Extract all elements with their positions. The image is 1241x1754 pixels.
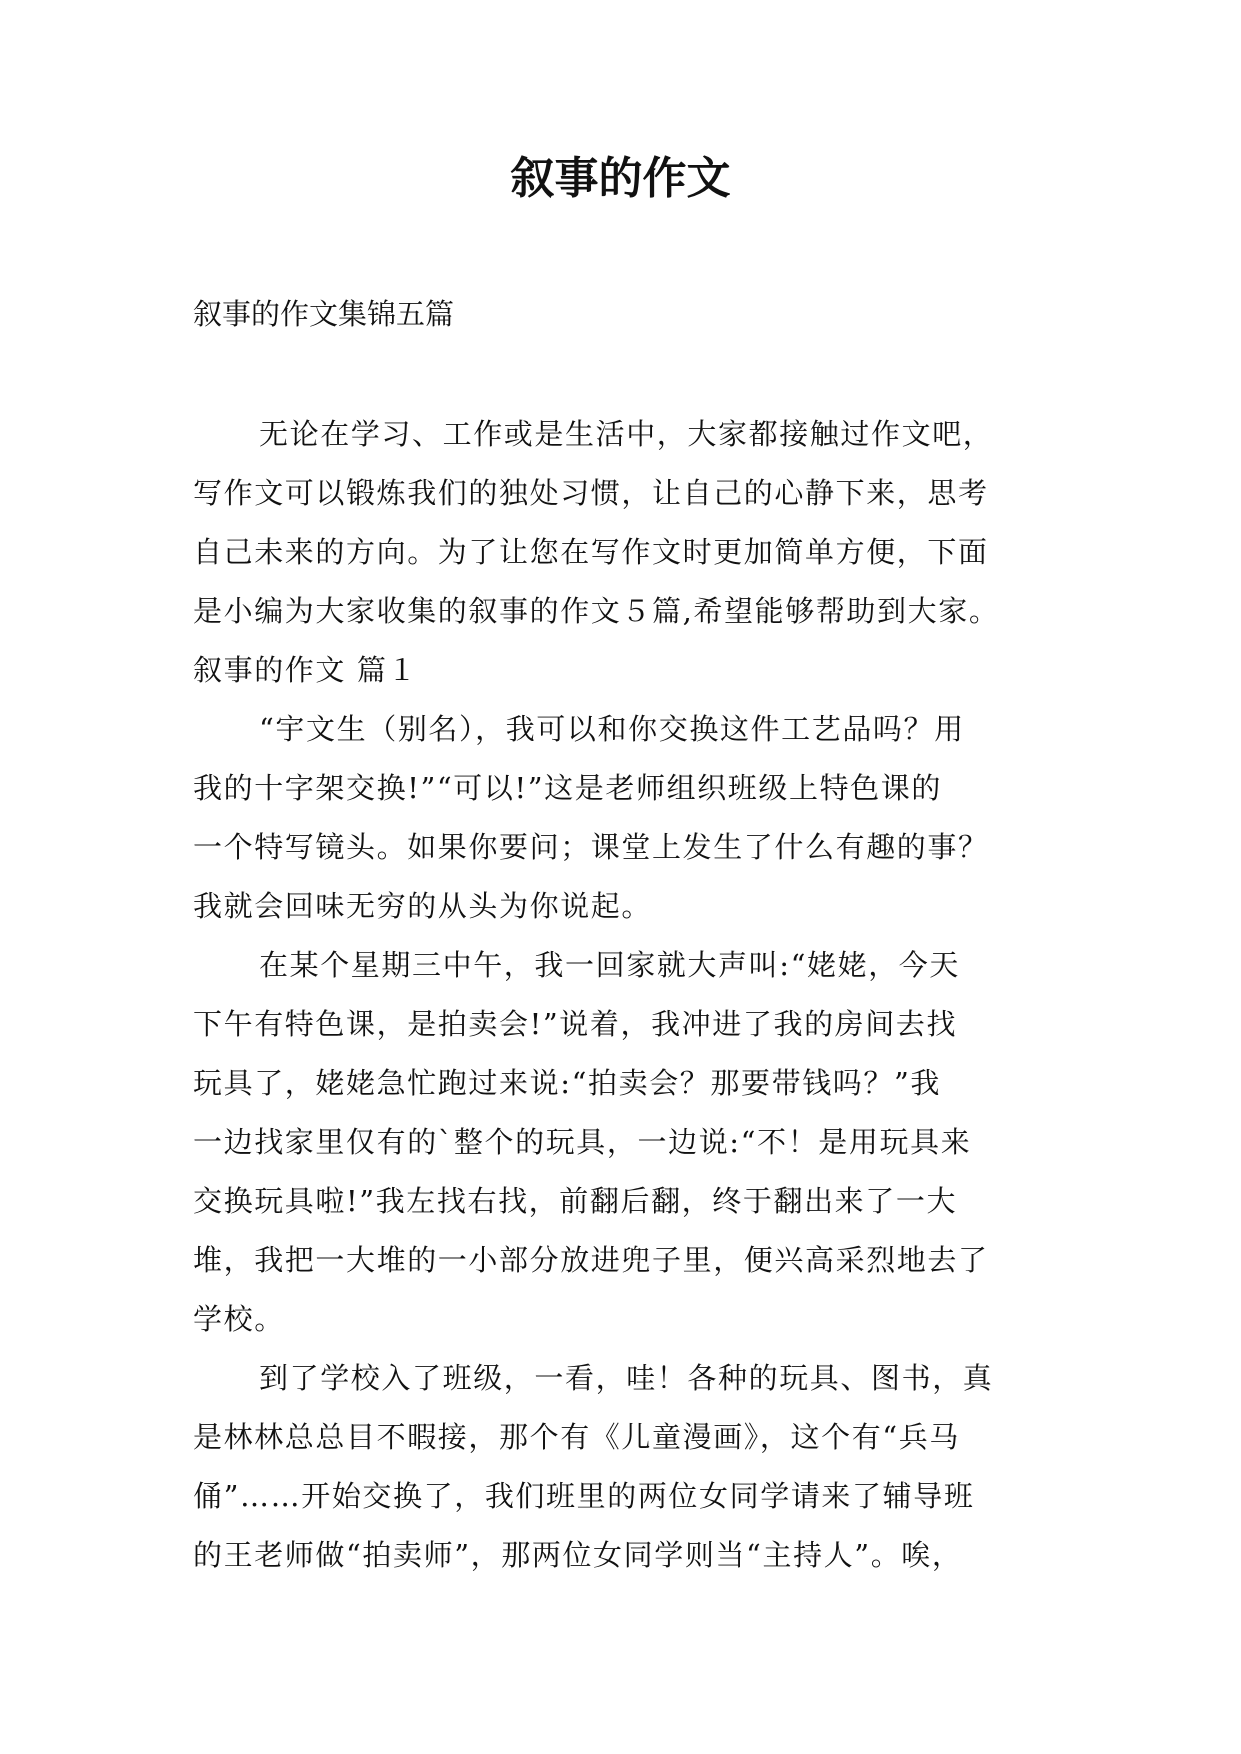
document-body [193, 405, 1083, 1585]
text-line: 俑”……开始交换了，我们班里的两位女同学请来了辅导班 [193, 1479, 975, 1513]
text-line: 堆，我把一大堆的一小部分放进兜子里，便兴高采烈地去了 [193, 1243, 989, 1277]
document-title: 叙事的作文 [510, 153, 731, 204]
text-line: 下午有特色课，是拍卖会!”说着，我冲进了我的房间去找 [193, 1007, 958, 1041]
text-line: 一边找家里仅有的`整个的玩具，一边说:“不！是用玩具来 [193, 1125, 972, 1159]
text-line: 是林林总总目不暇接，那个有《儿童漫画》，这个有“兵马 [193, 1420, 960, 1454]
text-line: 在某个星期三中午，我一回家就大声叫:“姥姥，今天 [259, 948, 960, 982]
text-line: 我就会回味无穷的从头为你说起。 [193, 889, 653, 923]
text-line: “宇文生（别名），我可以和你交换这件工艺品吗？用 [259, 712, 965, 746]
text-line: 的王老师做“拍卖师”，那两位女同学则当“主持人”。唉， [193, 1538, 963, 1572]
text-line: 叙事的作文 篇１ [193, 653, 419, 687]
text-line: 是小编为大家收集的叙事的作文５篇,希望能够帮助到大家。 [193, 594, 1000, 628]
text-line: 无论在学习、工作或是生活中，大家都接触过作文吧， [259, 417, 994, 451]
text-line: 自己未来的方向。为了让您在写作文时更加简单方便，下面 [193, 535, 989, 569]
text-line: 写作文可以锻炼我们的独处习惯，让自己的心静下来，思考 [193, 476, 989, 510]
document-subtitle: 叙事的作文集锦五篇 [193, 297, 455, 331]
text-line: 一个特写镜头。如果你要问；课堂上发生了什么有趣的事？ [193, 830, 989, 864]
text-line: 玩具了，姥姥急忙跑过来说:“拍卖会？那要带钱吗？”我 [193, 1066, 942, 1100]
text-line: 到了学校入了班级，一看，哇！各种的玩具、图书，真 [259, 1361, 994, 1395]
text-line: 交换玩具啦!”我左找右找，前翻后翻，终于翻出来了一大 [193, 1184, 958, 1218]
text-line: 我的十字架交换!”“可以!”这是老师组织班级上特色课的 [193, 771, 942, 805]
text-line: 学校。 [193, 1302, 285, 1336]
